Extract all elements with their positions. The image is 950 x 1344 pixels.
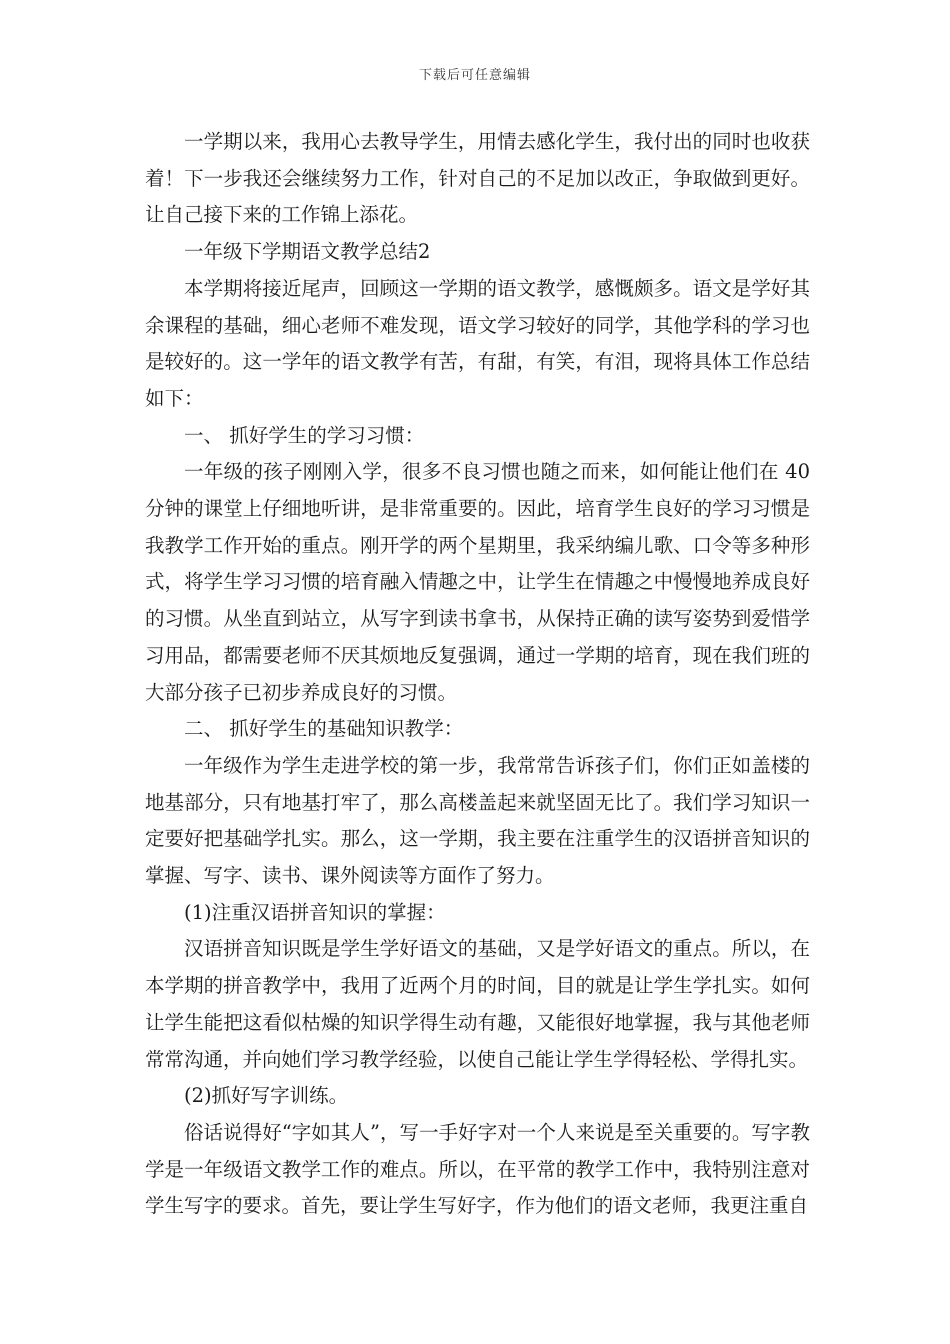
- page-header: 下载后可任意编辑: [418, 68, 531, 83]
- subheading-writing: (2)抓好写字训练。: [184, 1084, 349, 1108]
- heading-study-habits: 一、 抓好学生的学习习惯：: [184, 423, 425, 447]
- subheading-pinyin: (1)注重汉语拼音知识的掌握：: [184, 900, 446, 924]
- paragraph-intro: 本学期将接近尾声，回顾这一学期的语文教学，感慨颇多。语文是学好其余课程的基础，细心老师不难发现，语文学习较好的同学，其他学科的学习也是较好的。这一学年的语文教学有苦，有甜，有笑，有泪，现将具体工作总结如下：: [145, 276, 810, 410]
- paragraph-basic-knowledge: 一年级作为学生走进学校的第一步，我常常告诉孩子们，你们正如盖楼的地基部分，只有地基打牢了，那么高楼盖起来就坚固无比了。我们学习知识一定要好把基础学扎实。那么，这一学期，我主要在注重学生的汉语拼音知识的掌握、写字、读书、课外阅读等方面作了努力。: [145, 753, 810, 888]
- heading-basic-knowledge: 二、 抓好学生的基础知识教学：: [184, 717, 464, 741]
- paragraph-pinyin: 汉语拼音知识既是学生学好语文的基础，又是学好语文的重点。所以，在本学期的拼音教学中，我用了近两个月的时间，目的就是让学生学扎实。如何让学生能把这看似枯燥的知识学得生动有趣，又能很好地掌握，我与其他老师常常沟通，并向她们学习教学经验，以使自己能让学生学得轻松、学得扎实。: [145, 937, 810, 1071]
- paragraph-writing: 俗话说得好“字如其人”，写一手好字对一个人来说是至关重要的。写字教学是一年级语文教学工作的难点。所以，在平常的教学工作中，我特别注意对学生写字的要求。首先，要让学生写好字，作为他们的语文老师，我更注重自: [145, 1120, 810, 1218]
- document-body: [145, 124, 810, 1225]
- paragraph-closing-summary: 一学期以来，我用心去教导学生，用情去感化学生，我付出的同时也收获着！下一步我还会继续努力工作，针对自己的不足加以改正，争取做到更好。让自己接下来的工作锦上添花。: [145, 130, 810, 227]
- paragraph-study-habits: 一年级的孩子刚刚入学，很多不良习惯也随之而来，如何能让他们在 40 分钟的课堂上仔细地听讲，是非常重要的。因此，培育学生良好的学习习惯是我教学工作开始的重点。刚开学的两个星期里，我采纳编儿歌、口令等多种形式，将学生学习习惯的培育融入情趣之中，让学生在情趣之中慢慢地养成良好的习惯。从坐直到站立，从写字到读书拿书，从保持正确的读写姿势到爱惜学习用品，都需要老师不厌其烦地反复强调，通过一学期的培育，现在我们班的大部分孩子已初步养成良好的习惯。: [145, 460, 810, 704]
- section-title: 一年级下学期语文教学总结2: [184, 240, 431, 264]
